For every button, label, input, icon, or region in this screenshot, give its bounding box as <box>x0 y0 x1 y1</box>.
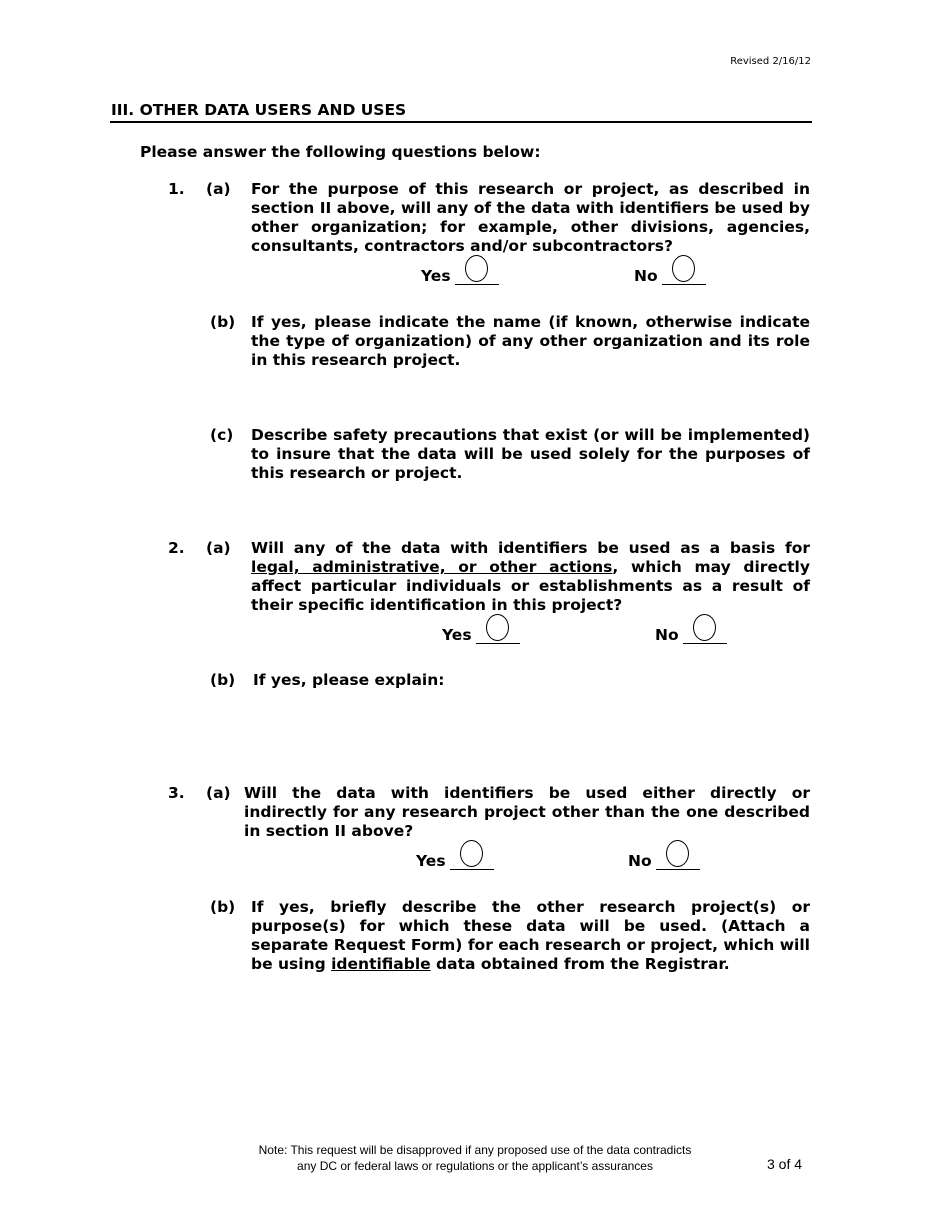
instructions: Please answer the following questions below: <box>140 143 541 161</box>
question-3-no-option[interactable] <box>628 847 700 870</box>
footer-note <box>250 1142 700 1174</box>
question-2-no-option[interactable] <box>655 621 727 644</box>
no-label: No <box>655 626 679 644</box>
no-label: No <box>634 267 658 285</box>
question-1b-text: If yes, please indicate the name (if known, otherwise indicate the type of organization) of any other organization and its role in this research project. <box>251 313 810 369</box>
question-3-number: 3. <box>168 784 185 802</box>
question-3-no-radio[interactable] <box>666 840 689 867</box>
revised-date: Revised 2/16/12 <box>730 56 811 67</box>
question-2a-underlined-phrase: legal, administrative, or other actions <box>251 558 613 576</box>
question-3a-text-content: Will the data with identifiers be used either directly or indirectly for any research project other than the one described in section II above? <box>244 784 810 840</box>
question-3a-label: (a) <box>206 784 231 802</box>
question-1c-label: (c) <box>210 426 234 444</box>
question-3b-underlined-word: identifiable <box>331 955 431 973</box>
question-3a-text <box>244 784 810 841</box>
question-2b-text: If yes, please explain: <box>253 671 445 689</box>
question-3-yes-option[interactable] <box>416 847 494 870</box>
question-1a-text: For the purpose of this research or project, as described in section II above, will any of the data with identifiers be used by other organization; for example, other divisions, agencies, consultants, contractors and/or subcontractors? <box>251 180 810 255</box>
question-2-yes-option[interactable] <box>442 621 520 644</box>
question-3-yes-radio[interactable] <box>460 840 483 867</box>
question-2-yes-radio[interactable] <box>486 614 509 641</box>
question-2a-text-part-2: , which may directly affect particular individuals or establishments as a result of their specific identification in this project? <box>251 558 810 614</box>
section-divider <box>110 121 812 123</box>
question-3b-text <box>251 898 810 974</box>
question-3b-text-part-2: data obtained from the Registrar. <box>430 955 730 973</box>
question-1b-label: (b) <box>210 313 236 331</box>
section-title: III. OTHER DATA USERS AND USES <box>111 101 407 119</box>
question-1-no-radio[interactable] <box>672 255 695 282</box>
yes-label: Yes <box>442 626 472 644</box>
question-1c-text: Describe safety precautions that exist (or will be implemented) to insure that the data will be used solely for the purposes of this research or project. <box>251 426 810 482</box>
question-3b-text-part-1: If yes, briefly describe the other research project(s) or purpose(s) for which these data will be used. (Attach a separate Request Form) for each research or project, which will be using <box>251 898 810 973</box>
question-1-number: 1. <box>168 180 185 198</box>
question-3b-label: (b) <box>210 898 236 916</box>
question-2a-text-part-1: Will any of the data with identifiers be used as a basis for <box>251 539 810 557</box>
question-1-yes-radio[interactable] <box>465 255 488 282</box>
question-2a-text <box>251 539 810 615</box>
footer-note-line-1: Note: This request will be disapproved if any proposed use of the data contradicts <box>258 1143 692 1157</box>
question-2b-label: (b) <box>210 671 236 689</box>
question-2-no-radio[interactable] <box>693 614 716 641</box>
page-number: 3 of 4 <box>767 1156 803 1172</box>
question-1a-label: (a) <box>206 180 231 198</box>
yes-label: Yes <box>421 267 451 285</box>
question-1-yes-option[interactable] <box>421 262 499 285</box>
question-2-number: 2. <box>168 539 185 557</box>
footer-note-line-2: any DC or federal laws or regulations or the applicant’s assurances <box>297 1159 653 1173</box>
question-1-no-option[interactable] <box>634 262 706 285</box>
yes-label: Yes <box>416 852 446 870</box>
question-2a-label: (a) <box>206 539 231 557</box>
no-label: No <box>628 852 652 870</box>
